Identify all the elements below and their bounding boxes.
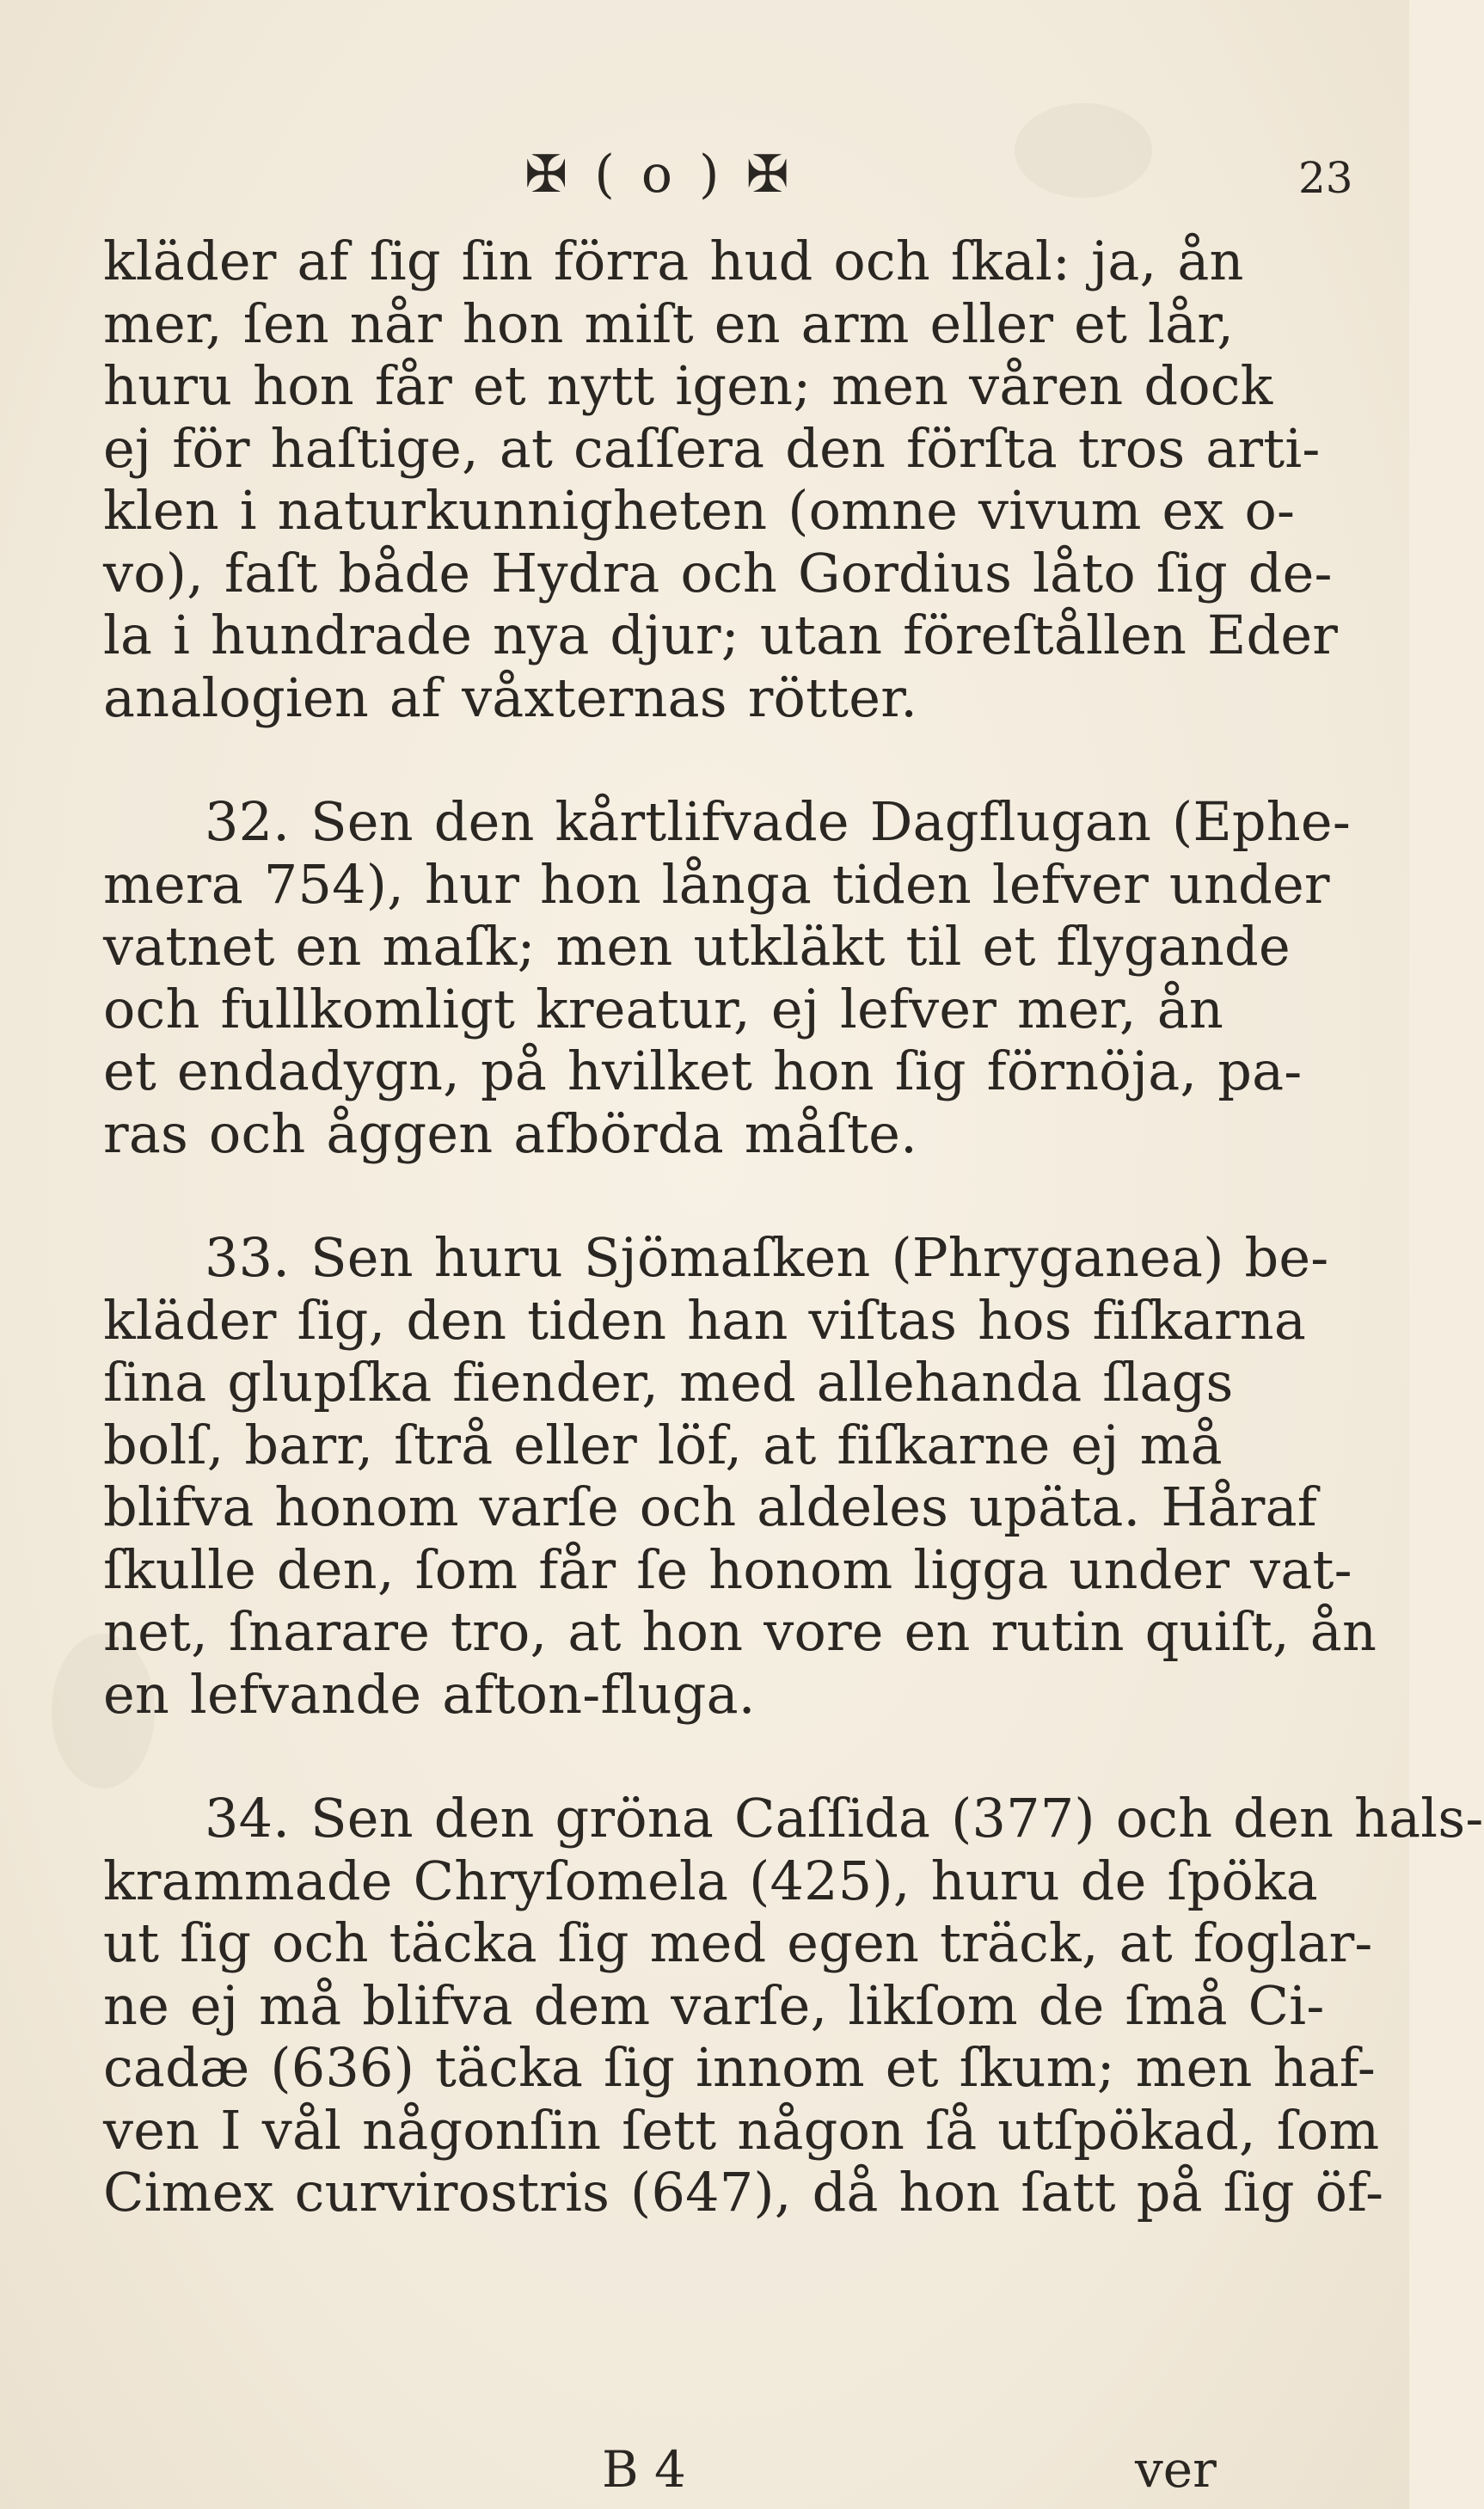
paragraph-34 [103, 1787, 1484, 2224]
text-line: Cimex curvirostris (647), då hon ſatt på ſig öf- [103, 2161, 1384, 2224]
text-line: kläder ſig, den tiden han viſtas hos fiſkarna [103, 1288, 1307, 1352]
page-footer [0, 2440, 1409, 2502]
paragraph-32 [103, 790, 1351, 1165]
text-line: ej för haſtige, at caſſera den förſta tros arti- [103, 416, 1321, 480]
text-line: huru hon får et nytt igen; men våren dock [103, 354, 1273, 417]
running-header [0, 144, 1409, 213]
text-line: ne ej må blifva dem varſe, likſom de ſmå Ci- [103, 1973, 1325, 2037]
text-line: analogien af våxternas rötter. [103, 666, 918, 729]
text-line: 33. Sen huru Sjömaſken (Phryganea) be- [205, 1226, 1329, 1289]
text-line: net, ſnarare tro, at hon vore en rutin quiſt, ån [103, 1600, 1377, 1663]
text-line: mer, ſen når hon miſt en arm eller et lår, [103, 291, 1235, 355]
text-line: 32. Sen den kårtlifvade Dagflugan (Ephe- [205, 790, 1351, 853]
text-line: et endadygn, på hvilket hon ſig förnöja, pa- [103, 1040, 1303, 1102]
text-line: vo), faſt både Hydra och Gordius låto ſig de- [103, 541, 1333, 604]
text-line: cadæ (636) täcka ſig innom et ſkum; men haf- [103, 2036, 1376, 2099]
catchword: ver [1135, 2440, 1217, 2499]
text-line: ut ſig och täcka ſig med egen träck, at foglar- [103, 1911, 1373, 1974]
text-line: en lefvande afton-fluga. [103, 1662, 756, 1726]
text-line: bolſ, barr, ſtrå eller löf, at fiſkarne ej må [103, 1413, 1223, 1476]
page-number: 23 [1298, 153, 1353, 203]
paragraph-gap [103, 729, 1238, 791]
text-line: ſina glupſka fiender, med allehanda ſlags [103, 1351, 1234, 1414]
header-ornament: ✠ ( o ) ✠ [524, 144, 794, 205]
text-line: krammade Chryſomela (425), huru de ſpöka [103, 1849, 1318, 1912]
text-line: kläder af ſig ſin förra hud och ſkal: ja, ån [103, 230, 1244, 292]
text-line: ras och åggen afbörda måſte. [103, 1101, 918, 1165]
paragraph-gap [103, 1165, 1238, 1227]
text-line: ſkulle den, ſom får ſe honom ligga under vat- [103, 1537, 1352, 1601]
text-line: 34. Sen den gröna Caſſida (377) och den hals- [205, 1787, 1484, 1850]
text-line: och fullkomligt kreatur, ej lefver mer, ån [103, 977, 1224, 1040]
text-line: ven I vål någonſin ſett någon ſå utſpökad, ſom [103, 2098, 1380, 2162]
text-line: la i hundrade nya djur; utan föreſtållen Eder [103, 604, 1339, 666]
text-line: klen i naturkunnigheten (omne vivum ex o- [103, 479, 1296, 542]
text-line: mera 754), hur hon långa tiden lefver under [103, 852, 1330, 916]
paragraph-31-continued [103, 230, 1339, 729]
text-line: vatnet en maſk; men utkläkt til et flygande [103, 915, 1291, 978]
paragraph-gap [103, 1726, 1238, 1788]
signature-mark: B 4 [602, 2440, 686, 2499]
paragraph-33 [103, 1226, 1377, 1726]
text-line: blifva honom varſe och aldeles upäta. Håraf [103, 1475, 1317, 1538]
body-text [103, 230, 1484, 2224]
